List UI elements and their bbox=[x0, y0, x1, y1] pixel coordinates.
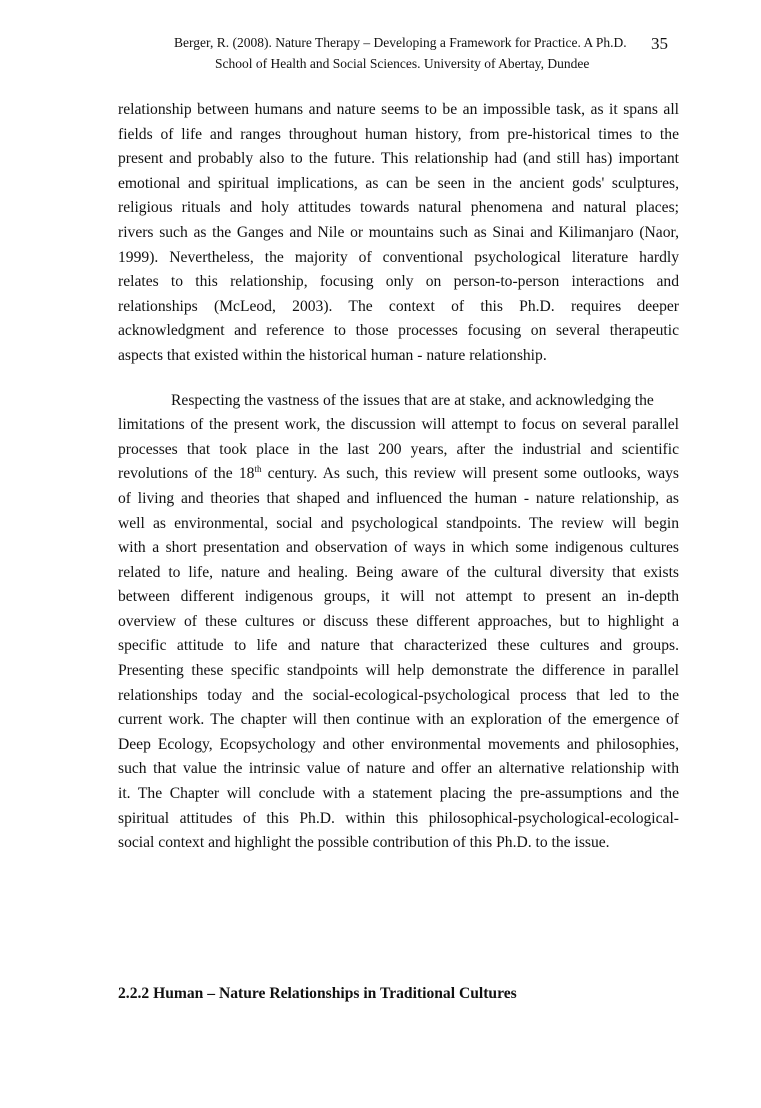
paragraph-line: religious rituals and holy attitudes towards natural phenomena and natural places; bbox=[118, 199, 679, 217]
page-number: 35 bbox=[651, 34, 668, 53]
paragraph-line: relationship between humans and nature seems to be an impossible task, as it spans all bbox=[118, 101, 679, 118]
paragraph-line: rivers such as the Ganges and Nile or mountains such as Sinai and Kilimanjaro (Naor, bbox=[118, 223, 679, 241]
paragraph-line: Deep Ecology, Ecopsychology and other environmental movements and philosophies, bbox=[118, 735, 679, 753]
text-segment: century. As such, this review will present some outlooks, ways bbox=[261, 465, 679, 483]
paragraph-line bbox=[118, 462, 679, 487]
citation-line-2: School of Health and Social Sciences. University of Abertay, Dundee bbox=[215, 56, 590, 71]
paragraph-line: with a short presentation and observation of ways in which some indigenous cultures bbox=[118, 539, 679, 557]
paragraph-line: between different indigenous groups, it will not attempt to present an in-depth bbox=[118, 588, 679, 606]
paragraph-line: 1999). Nevertheless, the majority of conventional psychological literature hardly bbox=[118, 248, 679, 266]
paragraph-line: present and probably also to the future. This relationship had (and still has) important bbox=[118, 150, 679, 168]
paragraph-1 bbox=[118, 98, 679, 369]
paragraph-line: fields of life and ranges throughout human history, from pre-historical times to the bbox=[118, 125, 679, 143]
paragraph-line: social context and highlight the possible contribution of this Ph.D. to the issue. bbox=[118, 834, 610, 852]
paragraph-line: spiritual attitudes of this Ph.D. within this philosophical-psychological-ecological- bbox=[118, 809, 679, 827]
paragraph-line: of living and theories that shaped and influenced the human - nature relationship, as bbox=[118, 489, 679, 507]
paragraph-line: current work. The chapter will then continue with an exploration of the emergence of bbox=[118, 711, 679, 729]
paragraph-line: relationships today and the social-ecological-psychological process that led to the bbox=[118, 686, 679, 704]
paragraph-line: acknowledgment and reference to those processes focusing on several therapeutic bbox=[118, 322, 679, 340]
paragraph-line: Presenting these specific standpoints will help demonstrate the difference in parallel bbox=[118, 662, 679, 680]
paragraph-line: overview of these cultures or discuss these different approaches, but to highlight a bbox=[118, 612, 679, 630]
paragraph-line: such that value the intrinsic value of nature and offer an alternative relationship with bbox=[118, 760, 679, 778]
paragraph-line: Respecting the vastness of the issues that are at stake, and acknowledging the bbox=[171, 391, 654, 409]
paragraph-line: limitations of the present work, the discussion will attempt to focus on several parallel bbox=[118, 416, 679, 434]
paragraph-line: processes that took place in the last 200 years, after the industrial and scientific bbox=[118, 440, 679, 458]
paragraph-2 bbox=[118, 389, 679, 856]
paragraph-line: emotional and spiritual implications, as can be seen in the ancient gods' sculptures, bbox=[118, 174, 679, 192]
paragraph-line: relationships (McLeod, 2003). The context of this Ph.D. requires deeper bbox=[118, 297, 679, 315]
paragraph-line: relates to this relationship, focusing only on person-to-person interactions and bbox=[118, 273, 679, 291]
citation-line-1: Berger, R. (2008). Nature Therapy – Developing a Framework for Practice. A Ph.D. bbox=[174, 35, 627, 50]
paragraph-line: aspects that existed within the historical human - nature relationship. bbox=[118, 346, 547, 364]
paragraph-line: specific attitude to life and nature that characterized these cultures and groups. bbox=[118, 637, 679, 655]
paragraph-line: related to life, nature and healing. Being aware of the cultural diversity that exists bbox=[118, 563, 679, 581]
section-heading: 2.2.2 Human – Nature Relationships in Traditional Cultures bbox=[118, 985, 517, 1002]
paragraph-line: it. The Chapter will conclude with a statement placing the pre-assumptions and the bbox=[118, 785, 679, 803]
paragraph-line: well as environmental, social and psychological standpoints. The review will begin bbox=[118, 514, 679, 532]
ordinal-superscript: th bbox=[254, 464, 262, 475]
body-text bbox=[118, 98, 679, 856]
text-segment: revolutions of the 18 bbox=[118, 465, 255, 483]
